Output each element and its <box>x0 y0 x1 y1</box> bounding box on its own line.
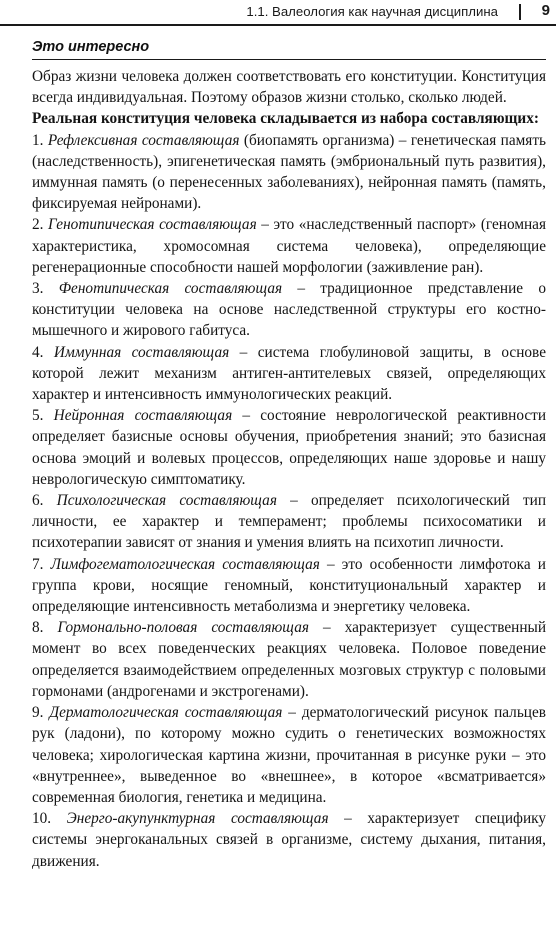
item-term: Психологическая составляющая <box>56 492 277 510</box>
item-text: – система глобулиновой защиты, в основе которой лежит механизм антиген-антителевых связей, определяющих характер и интенсивность иммунологических реакций. <box>32 343 546 404</box>
item-term: Лимфогематологическая составляющая <box>50 555 320 573</box>
list-item <box>32 554 546 618</box>
item-number: 2. <box>32 216 44 234</box>
item-text: – определяет психологический тип личности, ее характер и темперамент; проблемы психосоматики и психотерапии зависят от знания и умения влиять на психотип личности. <box>32 492 547 552</box>
item-number: 7. <box>32 555 44 573</box>
page-number: 9 <box>541 2 550 19</box>
item-number: 9. <box>32 704 44 722</box>
item-text: – характеризует специфику системы энергоканальных связей в организме, систему дыхания, питания, движения. <box>32 810 547 870</box>
header-divider <box>519 4 521 20</box>
item-number: 6. <box>32 492 44 510</box>
item-term: Гормонально-половая составляющая <box>57 619 309 637</box>
list-item <box>32 808 546 872</box>
box-heading-text: Это интересно <box>32 39 150 55</box>
item-term: Генотипическая составляющая <box>48 216 257 234</box>
item-text: – это «наследственный паспорт» (геномная характеристика, хромосомная система человека), определяющие регенерационные способности нашей морфологии (заживление ран). <box>32 216 547 276</box>
item-number: 8. <box>32 619 44 637</box>
item-term: Иммунная составляющая <box>53 343 230 361</box>
item-text: – это особенности лимфотока и группа крови, носящие геномный, конституциональный характер и определяющие интенсивность метаболизма и энергетику человека. <box>32 555 546 616</box>
item-text: – состояние неврологической реактивности определяет базисные основы обучения, приобретения знаний; это базисная основа эмоций и волевых процессов, определяющих наше здоровье и нашу неврологическую симптоматику. <box>32 407 547 488</box>
body-text <box>32 66 546 872</box>
list-item <box>32 617 546 702</box>
list-item <box>32 405 546 490</box>
item-number: 10. <box>32 810 52 828</box>
lead-paragraph: Реальная конституция человека складывается из набора составляющих: <box>32 110 539 128</box>
item-term: Дерматологическая составляющая <box>49 704 283 722</box>
item-text: – дерматологический рисунок пальцев рук (ладони), по которому можно судить о генетических возможностях человека; хирологическая картина жизни, прочитанная в рисунке руки – это «внутреннее», выведенное во «внешнее», в которое «всматривается» современная биология, генетика и медицина. <box>32 704 546 806</box>
item-text: – традиционное представление о конституции человека на основе наследственной структуры его костно-мышечного и жирового габитуса. <box>32 280 546 340</box>
running-header <box>0 0 556 26</box>
list-item <box>32 490 546 554</box>
item-number: 4. <box>32 343 44 361</box>
intro-paragraph: Образ жизни человека должен соответствовать его конституции. Конституция всегда индивидуальная. Поэтому образов жизни столько, сколько людей. <box>32 68 546 107</box>
list-item <box>32 342 546 406</box>
running-title: 1.1. Валеология как научная дисциплина <box>246 4 498 19</box>
item-number: 1. <box>32 131 44 149</box>
list-item <box>32 130 546 215</box>
item-term: Фенотипическая составляющая <box>58 280 283 298</box>
item-number: 5. <box>32 407 44 425</box>
list-item <box>32 214 546 278</box>
item-text: (биопамять организма) – генетическая память (наследственность), эпигенетическая память (эмбриональный путь развития), иммунная память (о перенесенных заболеваниях), нейронная память (память, фиксируемая нейронами). <box>32 131 547 213</box>
item-term: Нейронная составляющая <box>53 407 233 425</box>
list-item <box>32 702 546 808</box>
box-heading <box>32 38 546 60</box>
item-term: Энерго-акупунктурная составляющая <box>66 810 329 828</box>
item-term: Рефлексивная составляющая <box>47 131 240 149</box>
item-text: – характеризует существенный момент во всех поведенческих реакциях человека. Половое поведение определяется взаимодействием определенных мозговых структур с половыми гормонами (андрогенами и экстрогенами). <box>32 619 547 700</box>
list-item <box>32 278 546 342</box>
item-number: 3. <box>32 280 44 298</box>
